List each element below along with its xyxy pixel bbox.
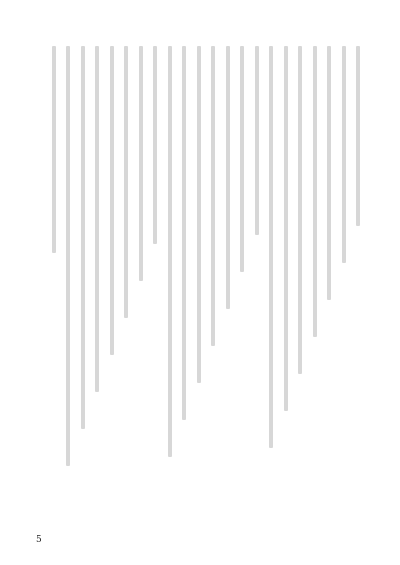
text-column: [356, 46, 360, 226]
text-column: [66, 46, 70, 466]
text-column: [124, 46, 128, 318]
vertical-text-block: [36, 46, 364, 516]
text-column: [226, 46, 230, 309]
text-column: [269, 46, 273, 448]
text-column: [284, 46, 288, 411]
text-column: [52, 46, 56, 253]
text-column: [298, 46, 302, 374]
text-column: [95, 46, 99, 392]
text-column: [182, 46, 186, 420]
text-column: [139, 46, 143, 281]
text-column: [327, 46, 331, 300]
text-column: [110, 46, 114, 355]
text-column: [255, 46, 259, 235]
text-column: [313, 46, 317, 337]
text-column: [342, 46, 346, 263]
page-number: 5: [36, 535, 42, 545]
text-column: [211, 46, 215, 346]
text-column: [168, 46, 172, 457]
text-column: [153, 46, 157, 244]
text-column: [197, 46, 201, 383]
text-column: [81, 46, 85, 429]
text-column: [240, 46, 244, 272]
